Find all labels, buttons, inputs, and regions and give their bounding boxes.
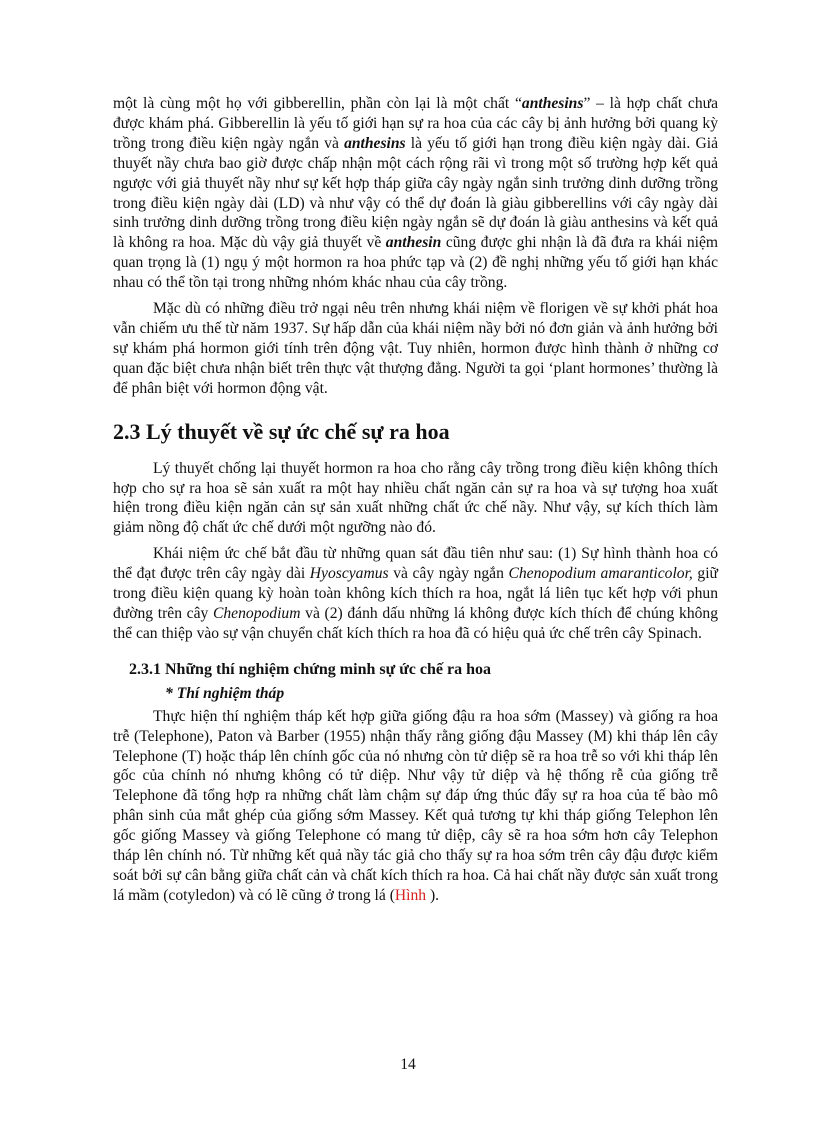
paragraph-inhibition-concept [113, 544, 718, 644]
text: giữ trong điều kiện quang kỳ hoàn toàn không kích thích ra hoa, ngắt lá liên tục kết hợp với phun đường trên cây [113, 565, 718, 622]
species-chenopodium-amaranticolor: Chenopodium amaranticolor, [508, 565, 693, 583]
term-anthesin: anthesin [385, 234, 442, 252]
term-anthesins: anthesins [521, 95, 584, 112]
paragraph-florigen: Mặc dù có những điều trở ngại nêu trên nhưng khái niệm về florigen về sự khởi phát hoa vẫn chiếm ưu thế từ năm 1937. Sự hấp dẫn của khái niệm nầy bởi nó đơn giản và ảnh hưởng bởi sự khám phá hormon giới tính trên động vật. Tuy nhiên, hormon được hình thành ở những cơ quan đặc biệt chưa nhận biết trên thực vật thượng đẳng. Người ta gọi ‘plant hormones’ thường là để phân biệt với hormon động vật. [113, 300, 718, 397]
text: một là cùng một họ với gibberellin, phần còn lại là một chất “ [113, 95, 522, 112]
subsection-heading-2-3-1: 2.3.1 Những thí nghiệm chứng minh sự ức chế ra hoa [129, 660, 491, 678]
text: cũng được ghi nhận là đã đưa ra khái niệm quan trọng là (1) ngụ ý một hormon ra hoa phức tạp và (2) đề nghị những yếu tố giới hạn khác nhau có thể tồn tại trong những nhóm khác nhau của cây trồng. [113, 234, 718, 292]
text: ). [426, 886, 440, 904]
species-chenopodium: Chenopodium [212, 604, 301, 622]
text: và cây ngày ngắn [388, 565, 509, 583]
text: Khái niệm ức chế bắt đầu từ những quan sát đầu tiên như sau: (1) Sự hình thành hoa có thể đạt được trên cây ngày dài [113, 545, 718, 583]
page-number: 14 [400, 1056, 416, 1073]
figure-reference-link[interactable]: Hình [394, 886, 427, 904]
term-anthesins: anthesins [344, 134, 406, 152]
page-content [113, 94, 718, 906]
species-hyoscyamus: Hyoscyamus [309, 565, 389, 583]
text: Thực hiện thí nghiệm tháp kết hợp giữa giống đậu ra hoa sớm (Massey) và giống ra hoa trễ (Telephone), Paton và Barber (1955) nhận thấy rằng giống đậu Massey (M) khi tháp lên cây Telephone (T) hoặc tháp lên chính gốc của nó nhưng còn tử diệp sẽ ra hoa trễ so với khi tháp lên gốc của chính nó nhưng không có tử diệp. Như vậy tử diệp và hệ thống rễ của giống trễ Telephone đã tổng hợp ra những chất làm chậm sự đáp ứng thúc đẩy sự ra hoa của tế bào mô phân sinh của mắt ghép của giống sớm Massey. Kết quả tương tự khi tháp giống Telephon lên gốc giống Massey và giống Telephone có mang tử diệp, cây sẽ ra hoa sớm hơn cây Telephon tháp lên chính nó. Từ những kết quả nầy tác giả cho thấy sự ra hoa sớm trên cây đậu được kiểm soát bởi sự cân bằng giữa chất cản và chất kích thích ra hoa. Cả hai chất nầy được sản xuất trong lá mầm (cotyledon) và có lẽ cũng ở trong lá ( [113, 707, 718, 904]
experiment-heading-grafting: * Thí nghiệm tháp [165, 684, 285, 702]
paragraph-anthesins [113, 94, 718, 293]
text: ” – là hợp chất chưa được khám phá. Gibberellin là yếu tố giới hạn sự ra hoa của các cây bị ảnh hưởng bởi quang kỳ trồng trong điều kiện ngày ngắn và [113, 95, 718, 152]
paragraph-grafting-experiment [113, 707, 718, 906]
paragraph-inhibition-theory: Lý thuyết chống lại thuyết hormon ra hoa cho rằng cây trồng trong điều kiện không thích hợp cho sự ra hoa sẽ sản xuất ra một hay nhiều chất ngăn cản sự ra hoa và sự tượng hoa xuất hiện trong điều kiện ngăn cản sự sản xuất những chất ức chế nầy. Như vậy, sự kích thích làm giảm nồng độ chất ức chế dưới một ngưỡng nào đó. [113, 459, 718, 537]
text: và (2) đánh dấu những lá không được kích thích để chúng không thể can thiệp vào sự vận chuyển chất kích thích ra hoa đã có hiệu quả ức chế trên cây Spinach. [113, 604, 719, 642]
text: là yếu tố giới hạn trong điều kiện ngày dài. Giả thuyết nầy chưa bao giờ được chấp nhận một cách rộng rãi vì trong một số trường hợp kết quả ngược với giả thuyết nầy như sự kết hợp tháp giữa cây ngày ngắn sinh trưởng dinh dưỡng trồng trong điều kiện ngày dài (LD) và như vậy có thể dự đoán là giàu gibberellins với cây ngày dài sinh trưởng dinh dưỡng trồng trong điều kiện ngày ngắn sẽ dự đoán là giàu anthesins và kết quả là không ra hoa. Mặc dù vậy giả thuyết về [113, 134, 718, 252]
section-heading-2-3: 2.3 Lý thuyết về sự ức chế sự ra hoa [113, 418, 450, 444]
